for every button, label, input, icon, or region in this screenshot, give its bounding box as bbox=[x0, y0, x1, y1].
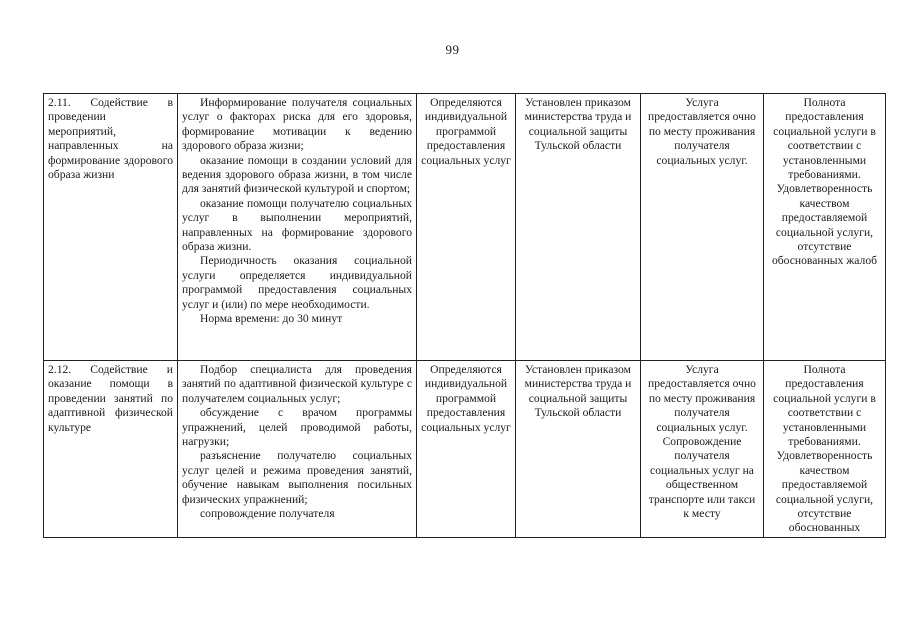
page-number: 99 bbox=[445, 42, 460, 57]
service-name-cell: 2.11. Содействие в проведении мероприятий, направленных на формирование здорового образа жизни bbox=[44, 94, 178, 361]
conditions-cell: Услуга предоставляется очно по месту проживания получателя социальных услуг. Сопровождение получателя социальных услуг на общественном транспорте или такси к месту bbox=[641, 361, 764, 538]
description-paragraph: разъяснение получателю социальных услуг целей и режима проведения занятий, обучение навыкам выполнения посильных физических упражнений; bbox=[182, 449, 412, 506]
table-row bbox=[44, 94, 886, 361]
tariff-cell: Установлен приказом министерства труда и социальной защиты Тульской области bbox=[516, 361, 641, 538]
volume-cell: Определяются индивидуальной программой предоставления социальных услуг bbox=[417, 361, 516, 538]
description-paragraph: сопровождение получателя bbox=[200, 507, 335, 521]
quality-cell: Полнота предоставления социальной услуги в соответствии с установленными требованиями. Удовлетворенность качеством предоставляемой социальной услуги, отсутствие обоснованных жалоб bbox=[764, 94, 886, 361]
description-paragraph: оказание помощи в создании условий для ведения здорового образа жизни, в том числе для занятий физической культурой и спортом; bbox=[182, 153, 412, 196]
service-name-cell: 2.12. Содействие и оказание помощи в проведении занятий по адаптивной физической культуре bbox=[44, 361, 178, 538]
volume-cell: Определяются индивидуальной программой предоставления социальных услуг bbox=[417, 94, 516, 361]
description-paragraph: Периодичность оказания социальной услуги определяется индивидуальной программой предоставления социальных услуг и (или) по мере необходимости. bbox=[182, 254, 412, 311]
description-paragraph: оказание помощи получателю социальных услуг в выполнении мероприятий, направленных на формирование здорового образа жизни. bbox=[182, 196, 412, 254]
table-row bbox=[44, 361, 886, 538]
quality-cell: Полнота предоставления социальной услуги в соответствии с установленными требованиями. Удовлетворенность качеством предоставляемой социальной услуги, отсутствие обоснованных bbox=[764, 361, 886, 538]
service-description-cell bbox=[178, 94, 417, 361]
description-paragraph: Информирование получателя социальных услуг о факторах риска для его здоровья, формирование мотивации к ведению здорового образа жизни; bbox=[182, 96, 412, 153]
description-paragraph: Подбор специалиста для проведения занятий по адаптивной физической культуре с получателем социальных услуг; bbox=[182, 363, 412, 405]
tariff-cell: Установлен приказом министерства труда и социальной защиты Тульской области bbox=[516, 94, 641, 361]
conditions-cell: Услуга предоставляется очно по месту проживания получателя социальных услуг. bbox=[641, 94, 764, 361]
description-paragraph: обсуждение с врачом программы упражнений, целей проводимой работы, нагрузки; bbox=[182, 406, 412, 449]
services-table bbox=[43, 93, 886, 538]
service-description-cell bbox=[178, 361, 417, 538]
description-paragraph: Норма времени: до 30 минут bbox=[200, 312, 343, 326]
